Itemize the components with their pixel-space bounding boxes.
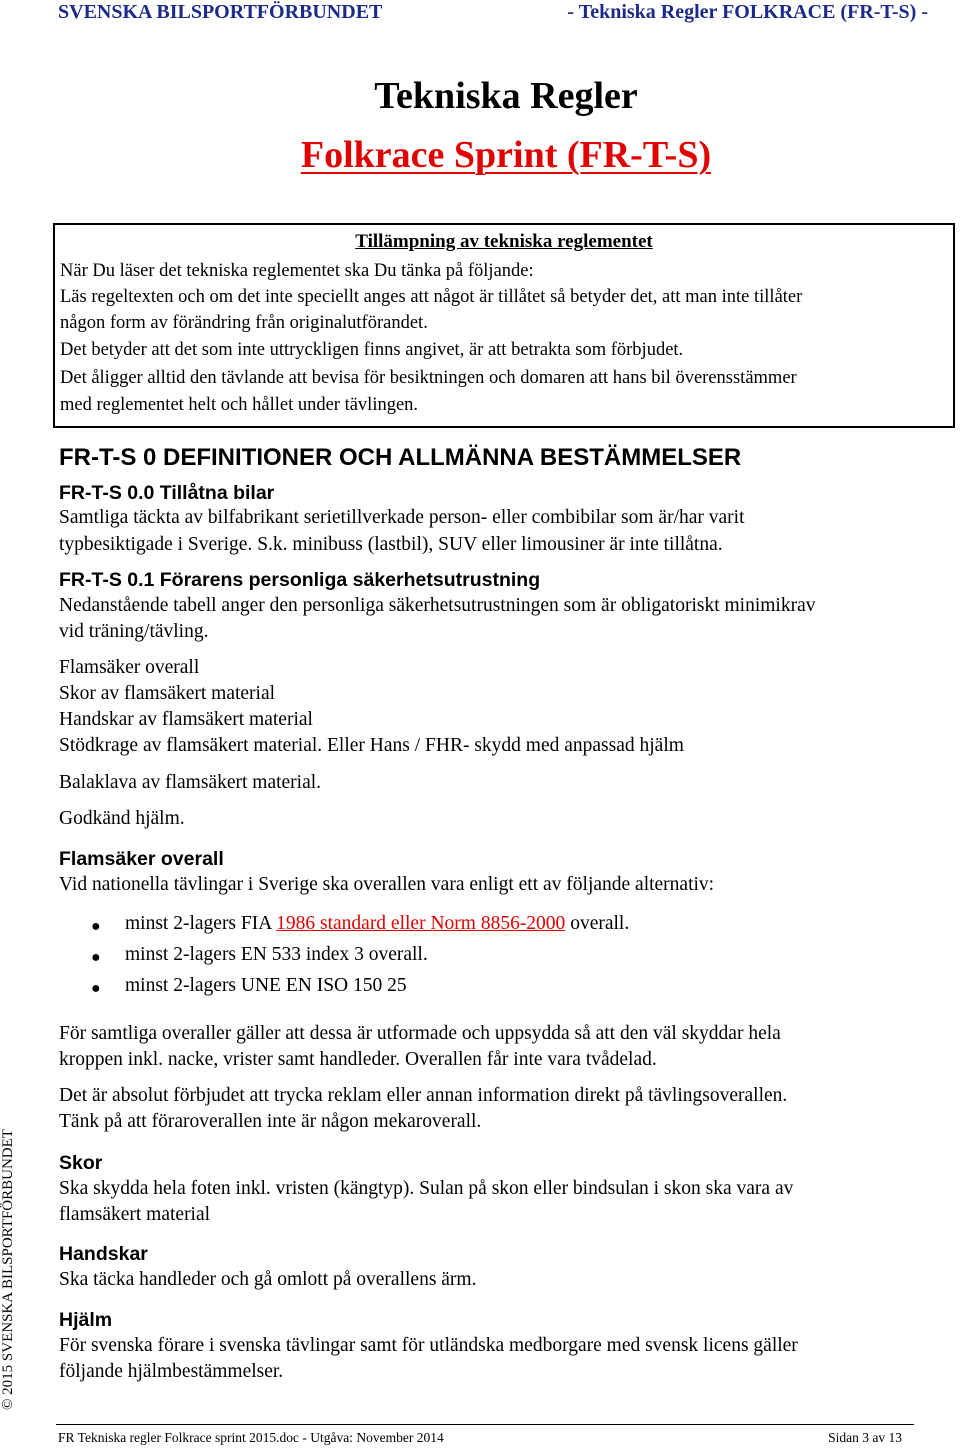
copyright-sidebar: © 2015 SVENSKA BILSPORTFÖRBUNDET — [0, 1129, 16, 1410]
equipment-item: Godkänd hjälm. — [59, 808, 185, 829]
paragraph-line: För svenska förare i svenska tävlingar samt för utländska medborgare med svensk licens gäller — [59, 1335, 798, 1356]
box-line: någon form av förändring från originalutförandet. — [60, 313, 428, 333]
paragraph-line: Det är absolut förbjudet att trycka reklam eller annan information direkt på tävlingsoverallen. — [59, 1085, 788, 1106]
box-line: När Du läser det tekniska reglementet ska Du tänka på följande: — [60, 261, 534, 281]
footer-doc-info: FR Tekniska regler Folkrace sprint 2015.doc - Utgåva: November 2014 — [58, 1430, 444, 1445]
paragraph-line: Vid nationella tävlingar i Sverige ska overallen vara enligt ett av följande alternativ: — [59, 874, 715, 895]
paragraph-line: Ska täcka handleder och gå omlott på overallens ärm. — [59, 1269, 477, 1290]
box-line: med reglementet helt och hållet under tävlingen. — [60, 395, 419, 415]
paragraph-line: Samtliga täckta av bilfabrikant serietillverkade person- eller combibilar som är/har varit — [59, 507, 745, 528]
overall-heading: Flamsäker overall — [59, 848, 224, 870]
header-doc-title: - Tekniska Regler FOLKRACE (FR-T-S) - — [567, 1, 928, 23]
equipment-item: Handskar av flamsäkert material — [59, 709, 313, 730]
box-line: Läs regeltexten och om det inte speciellt anges att något är tillåtet så betyder det, att man inte tillåter — [60, 287, 803, 307]
paragraph-line: Tänk på att föraroverallen inte är någon mekaroverall. — [59, 1111, 482, 1132]
paragraph-line: Ska skydda hela foten inkl. vristen (kängtyp). Sulan på skon eller bindsulan i skon ska vara av — [59, 1178, 794, 1199]
section-heading: FR-T-S 0 DEFINITIONER OCH ALLMÄNNA BESTÄMMELSER — [59, 444, 742, 471]
bullet-dot: ● — [91, 918, 101, 935]
bullet-item: minst 2-lagers EN 533 index 3 overall. — [125, 944, 428, 965]
equipment-item: Balaklava av flamsäkert material. — [59, 772, 322, 793]
subsection-heading: FR-T-S 0.1 Förarens personliga säkerhetsutrustning — [59, 569, 541, 591]
footer-rule — [56, 1424, 914, 1425]
standard-link[interactable]: 1986 standard eller Norm 8856-2000 — [276, 913, 566, 934]
bullet-dot: ● — [91, 949, 101, 966]
equipment-item: Skor av flamsäkert material — [59, 683, 276, 704]
subsection-heading: FR-T-S 0.0 Tillåtna bilar — [59, 482, 275, 504]
hjalm-heading: Hjälm — [59, 1309, 113, 1331]
bullet-item — [125, 913, 629, 935]
box-line: Det åligger alltid den tävlande att bevisa för besiktningen och domaren att hans bil överensstämmer — [60, 368, 797, 388]
footer-page-number: Sidan 3 av 13 — [828, 1430, 902, 1445]
header-org: SVENSKA BILSPORTFÖRBUNDET — [58, 1, 383, 23]
paragraph-line: För samtliga overaller gäller att dessa är utformade och uppsydda så att den väl skyddar hela — [59, 1023, 781, 1044]
equipment-item: Flamsäker overall — [59, 657, 200, 678]
bullet-dot: ● — [91, 980, 101, 997]
application-notice-box — [53, 223, 955, 428]
bullet-text-pre: minst 2-lagers FIA — [125, 913, 277, 934]
paragraph-line: typbesiktigade i Sverige. S.k. minibuss (lastbil), SUV eller limousiner är inte tillåtna. — [59, 534, 723, 555]
paragraph-line: flamsäkert material — [59, 1204, 211, 1225]
paragraph-line: kroppen inkl. nacke, vrister samt handleder. Overallen får inte vara tvådelad. — [59, 1049, 657, 1070]
paragraph-line: vid träning/tävling. — [59, 621, 209, 642]
paragraph-line: Nedanstående tabell anger den personliga säkerhetsutrustningen som är obligatoriskt minimikrav — [59, 595, 816, 616]
handskar-heading: Handskar — [59, 1243, 148, 1265]
page-subtitle: Folkrace Sprint (FR-T-S) — [300, 134, 712, 176]
box-title: Tillämpning av tekniska reglementet — [355, 231, 653, 252]
paragraph-line: följande hjälmbestämmelser. — [59, 1361, 284, 1382]
bullet-text-post: overall. — [565, 913, 630, 934]
equipment-item: Stödkrage av flamsäkert material. Eller Hans / FHR- skydd med anpassad hjälm — [59, 735, 684, 756]
bullet-item: minst 2-lagers UNE EN ISO 150 25 — [125, 975, 407, 996]
skor-heading: Skor — [59, 1152, 103, 1174]
box-line: Det betyder att det som inte uttryckligen finns angivet, är att betrakta som förbjudet. — [60, 340, 684, 360]
page-title: Tekniska Regler — [374, 75, 638, 117]
